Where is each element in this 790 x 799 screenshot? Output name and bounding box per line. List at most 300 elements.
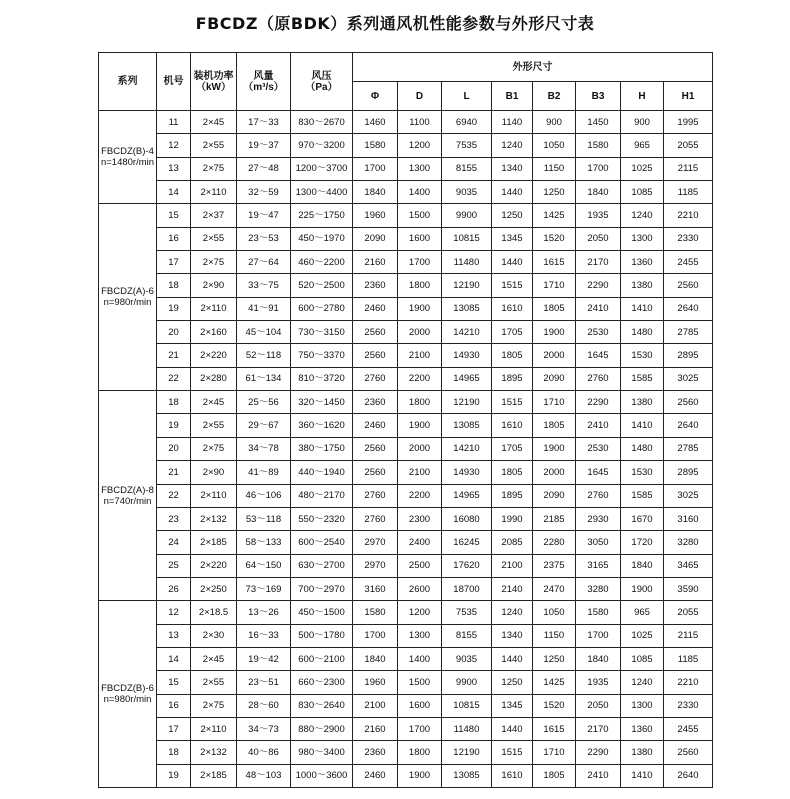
- dim-l-cell: 9035: [442, 647, 492, 670]
- flow-cell: 52～118: [237, 344, 291, 367]
- power-cell: 2×55: [191, 671, 237, 694]
- dim-h1-cell: 2560: [664, 741, 713, 764]
- header-series: 系列: [99, 53, 157, 111]
- header-pressure: [291, 53, 353, 111]
- dim-h1-cell: 3025: [664, 367, 713, 390]
- dim-b3-cell: 1645: [576, 344, 621, 367]
- header-dimensions: 外形尺寸: [353, 53, 713, 82]
- model-cell: 18: [157, 741, 191, 764]
- dim-b2-cell: 1900: [533, 321, 576, 344]
- dim-h1-cell: 3465: [664, 554, 713, 577]
- dim-h-cell: 1380: [621, 274, 664, 297]
- dim-b2-cell: 1425: [533, 204, 576, 227]
- model-cell: 24: [157, 531, 191, 554]
- dim-b1-cell: 1895: [492, 367, 533, 390]
- table-row: [99, 531, 713, 554]
- dim-h-cell: 1585: [621, 484, 664, 507]
- power-cell: 2×45: [191, 391, 237, 414]
- flow-cell: 19～42: [237, 647, 291, 670]
- header-power-label: 装机功率: [193, 70, 234, 82]
- dim-b1-cell: 1440: [492, 251, 533, 274]
- dim-b1-cell: 1440: [492, 181, 533, 204]
- dim-phi-cell: 2100: [353, 694, 398, 717]
- header-power-unit: （kW）: [196, 81, 231, 93]
- dim-b2-cell: 1425: [533, 671, 576, 694]
- header-dim-b1: B1: [492, 82, 533, 111]
- dim-b3-cell: 1700: [576, 624, 621, 647]
- power-cell: 2×75: [191, 251, 237, 274]
- flow-cell: 45～104: [237, 321, 291, 344]
- flow-cell: 27～48: [237, 157, 291, 180]
- dim-l-cell: 14930: [442, 461, 492, 484]
- dim-h-cell: 1530: [621, 461, 664, 484]
- dim-l-cell: 18700: [442, 577, 492, 600]
- power-cell: 2×110: [191, 484, 237, 507]
- dim-phi-cell: 2460: [353, 414, 398, 437]
- dim-b3-cell: 1840: [576, 181, 621, 204]
- dim-l-cell: 12190: [442, 391, 492, 414]
- dim-d-cell: 2200: [398, 367, 442, 390]
- dim-b1-cell: 2140: [492, 577, 533, 600]
- dim-b2-cell: 1520: [533, 227, 576, 250]
- pressure-cell: 970～3200: [291, 134, 353, 157]
- dim-h-cell: 1670: [621, 507, 664, 530]
- dim-b3-cell: 1645: [576, 461, 621, 484]
- power-cell: 2×280: [191, 367, 237, 390]
- dim-b3-cell: 1700: [576, 157, 621, 180]
- flow-cell: 53～118: [237, 507, 291, 530]
- dim-phi-cell: 2970: [353, 531, 398, 554]
- dim-phi-cell: 2360: [353, 274, 398, 297]
- dim-l-cell: 7535: [442, 134, 492, 157]
- dim-b2-cell: 1710: [533, 741, 576, 764]
- pressure-cell: 830～2640: [291, 694, 353, 717]
- dim-phi-cell: 2560: [353, 461, 398, 484]
- table-row: [99, 227, 713, 250]
- dim-b2-cell: 1710: [533, 274, 576, 297]
- dim-d-cell: 2100: [398, 344, 442, 367]
- flow-cell: 34～78: [237, 437, 291, 460]
- dim-b1-cell: 2100: [492, 554, 533, 577]
- power-cell: 2×30: [191, 624, 237, 647]
- power-cell: 2×55: [191, 227, 237, 250]
- dim-b1-cell: 1610: [492, 764, 533, 787]
- dim-b3-cell: 1580: [576, 601, 621, 624]
- dim-d-cell: 1300: [398, 624, 442, 647]
- power-cell: 2×37: [191, 204, 237, 227]
- power-cell: 2×220: [191, 554, 237, 577]
- dim-l-cell: 11480: [442, 251, 492, 274]
- pressure-cell: 700～2970: [291, 577, 353, 600]
- pressure-cell: 460～2200: [291, 251, 353, 274]
- dim-d-cell: 1800: [398, 391, 442, 414]
- power-cell: 2×45: [191, 647, 237, 670]
- table-row: [99, 367, 713, 390]
- dim-h-cell: 1240: [621, 671, 664, 694]
- dim-b1-cell: 1805: [492, 344, 533, 367]
- dim-b2-cell: 1150: [533, 157, 576, 180]
- table-row: [99, 111, 713, 134]
- series-cell: [99, 204, 157, 391]
- dim-l-cell: 11480: [442, 717, 492, 740]
- dim-b3-cell: 2410: [576, 764, 621, 787]
- power-cell: 2×18.5: [191, 601, 237, 624]
- dim-d-cell: 2200: [398, 484, 442, 507]
- dim-b2-cell: 1050: [533, 134, 576, 157]
- dim-h1-cell: 2640: [664, 414, 713, 437]
- dim-b3-cell: 1840: [576, 647, 621, 670]
- table-row: [99, 251, 713, 274]
- series-cell: [99, 601, 157, 788]
- model-cell: 20: [157, 437, 191, 460]
- dim-l-cell: 13085: [442, 414, 492, 437]
- dim-phi-cell: 1840: [353, 181, 398, 204]
- dim-h-cell: 1480: [621, 437, 664, 460]
- table-row: [99, 507, 713, 530]
- header-flow: [237, 53, 291, 111]
- table-row: [99, 601, 713, 624]
- dim-h-cell: 1360: [621, 717, 664, 740]
- model-cell: 18: [157, 274, 191, 297]
- header-dim-l: L: [442, 82, 492, 111]
- dim-b1-cell: 2085: [492, 531, 533, 554]
- power-cell: 2×55: [191, 134, 237, 157]
- dim-d-cell: 1800: [398, 741, 442, 764]
- model-cell: 14: [157, 181, 191, 204]
- power-cell: 2×110: [191, 297, 237, 320]
- dim-h-cell: 1300: [621, 694, 664, 717]
- model-cell: 16: [157, 227, 191, 250]
- table-row: [99, 671, 713, 694]
- dim-h1-cell: 2455: [664, 251, 713, 274]
- table-row: [99, 414, 713, 437]
- dim-h-cell: 1410: [621, 297, 664, 320]
- dim-h-cell: 1300: [621, 227, 664, 250]
- header-pressure-unit: （Pa）: [305, 81, 338, 93]
- spec-table-body: [99, 111, 713, 788]
- dim-h1-cell: 3280: [664, 531, 713, 554]
- dim-h-cell: 1585: [621, 367, 664, 390]
- pressure-cell: 320～1450: [291, 391, 353, 414]
- model-cell: 11: [157, 111, 191, 134]
- model-cell: 15: [157, 671, 191, 694]
- dim-b1-cell: 1240: [492, 134, 533, 157]
- dim-phi-cell: 1580: [353, 134, 398, 157]
- pressure-cell: 630～2700: [291, 554, 353, 577]
- dim-l-cell: 10815: [442, 694, 492, 717]
- series-name: FBCDZ(B)-4: [101, 146, 154, 158]
- flow-cell: 41～89: [237, 461, 291, 484]
- flow-cell: 58～133: [237, 531, 291, 554]
- flow-cell: 13～26: [237, 601, 291, 624]
- dim-b1-cell: 1895: [492, 484, 533, 507]
- dim-b1-cell: 1610: [492, 297, 533, 320]
- dim-h1-cell: 2115: [664, 157, 713, 180]
- model-cell: 23: [157, 507, 191, 530]
- dim-h1-cell: 2640: [664, 764, 713, 787]
- dim-b3-cell: 1935: [576, 671, 621, 694]
- dim-l-cell: 12190: [442, 274, 492, 297]
- dim-h1-cell: 2210: [664, 671, 713, 694]
- dim-phi-cell: 1460: [353, 111, 398, 134]
- dim-h-cell: 1025: [621, 157, 664, 180]
- table-row: [99, 577, 713, 600]
- dim-phi-cell: 3160: [353, 577, 398, 600]
- dim-l-cell: 17620: [442, 554, 492, 577]
- dim-h1-cell: 2330: [664, 694, 713, 717]
- dim-d-cell: 1200: [398, 134, 442, 157]
- dim-d-cell: 1500: [398, 204, 442, 227]
- table-row: [99, 624, 713, 647]
- dim-b2-cell: 1805: [533, 297, 576, 320]
- dim-l-cell: 6940: [442, 111, 492, 134]
- dim-b3-cell: 2760: [576, 484, 621, 507]
- table-row: [99, 297, 713, 320]
- dim-h1-cell: 2560: [664, 391, 713, 414]
- dim-b1-cell: 1515: [492, 391, 533, 414]
- dim-d-cell: 2500: [398, 554, 442, 577]
- flow-cell: 29～67: [237, 414, 291, 437]
- dim-b1-cell: 1805: [492, 461, 533, 484]
- header-dim-b2: B2: [533, 82, 576, 111]
- dim-h1-cell: 2455: [664, 717, 713, 740]
- dim-d-cell: 1400: [398, 647, 442, 670]
- dim-b2-cell: 1250: [533, 647, 576, 670]
- flow-cell: 34～73: [237, 717, 291, 740]
- series-cell: [99, 391, 157, 601]
- table-row: [99, 274, 713, 297]
- pressure-cell: 600～2540: [291, 531, 353, 554]
- model-cell: 22: [157, 367, 191, 390]
- dim-l-cell: 10815: [442, 227, 492, 250]
- model-cell: 16: [157, 694, 191, 717]
- dim-h-cell: 1085: [621, 647, 664, 670]
- pressure-cell: 750～3370: [291, 344, 353, 367]
- flow-cell: 61～134: [237, 367, 291, 390]
- pressure-cell: 660～2300: [291, 671, 353, 694]
- dim-l-cell: 13085: [442, 764, 492, 787]
- dim-b3-cell: 1935: [576, 204, 621, 227]
- dim-l-cell: 14965: [442, 484, 492, 507]
- model-cell: 18: [157, 391, 191, 414]
- table-row: [99, 554, 713, 577]
- dim-b3-cell: 3165: [576, 554, 621, 577]
- dim-phi-cell: 2970: [353, 554, 398, 577]
- pressure-cell: 550～2320: [291, 507, 353, 530]
- dim-b3-cell: 1450: [576, 111, 621, 134]
- table-row: [99, 461, 713, 484]
- dim-phi-cell: 1840: [353, 647, 398, 670]
- model-cell: 26: [157, 577, 191, 600]
- pressure-cell: 880～2900: [291, 717, 353, 740]
- dim-l-cell: 8155: [442, 157, 492, 180]
- dim-phi-cell: 1960: [353, 671, 398, 694]
- flow-cell: 32～59: [237, 181, 291, 204]
- table-row: [99, 321, 713, 344]
- power-cell: 2×45: [191, 111, 237, 134]
- header-pressure-label: 风压: [311, 70, 332, 82]
- flow-cell: 17～33: [237, 111, 291, 134]
- model-cell: 22: [157, 484, 191, 507]
- dim-phi-cell: 2460: [353, 764, 398, 787]
- power-cell: 2×55: [191, 414, 237, 437]
- dim-l-cell: 7535: [442, 601, 492, 624]
- flow-cell: 23～53: [237, 227, 291, 250]
- power-cell: 2×185: [191, 764, 237, 787]
- dim-h1-cell: 2640: [664, 297, 713, 320]
- model-cell: 14: [157, 647, 191, 670]
- dim-h1-cell: 2785: [664, 437, 713, 460]
- dim-b1-cell: 1990: [492, 507, 533, 530]
- pressure-cell: 225～1750: [291, 204, 353, 227]
- header-power: [191, 53, 237, 111]
- dim-b2-cell: 2470: [533, 577, 576, 600]
- dim-b1-cell: 1705: [492, 321, 533, 344]
- dim-b2-cell: 2280: [533, 531, 576, 554]
- dim-phi-cell: 1580: [353, 601, 398, 624]
- dim-l-cell: 16080: [442, 507, 492, 530]
- model-cell: 19: [157, 764, 191, 787]
- dim-b1-cell: 1440: [492, 647, 533, 670]
- table-row: [99, 484, 713, 507]
- series-speed: n=740r/min: [103, 495, 152, 507]
- page-title: FBCDZ（原BDK）系列通风机性能参数与外形尺寸表: [195, 14, 595, 33]
- dim-h1-cell: 2115: [664, 624, 713, 647]
- dim-phi-cell: 2560: [353, 344, 398, 367]
- pressure-cell: 830～2670: [291, 111, 353, 134]
- dim-phi-cell: 1700: [353, 624, 398, 647]
- dim-d-cell: 1400: [398, 181, 442, 204]
- table-row: [99, 391, 713, 414]
- table-row: [99, 437, 713, 460]
- dim-phi-cell: 2760: [353, 484, 398, 507]
- header-dim-d: D: [398, 82, 442, 111]
- dim-l-cell: 14965: [442, 367, 492, 390]
- pressure-cell: 520～2500: [291, 274, 353, 297]
- dim-b2-cell: 2000: [533, 461, 576, 484]
- dim-h1-cell: 2330: [664, 227, 713, 250]
- header-model: 机号: [157, 53, 191, 111]
- dim-b2-cell: 900: [533, 111, 576, 134]
- table-row: [99, 181, 713, 204]
- power-cell: 2×220: [191, 344, 237, 367]
- dim-d-cell: 2000: [398, 321, 442, 344]
- pressure-cell: 380～1750: [291, 437, 353, 460]
- series-cell: [99, 111, 157, 204]
- pressure-cell: 480～2170: [291, 484, 353, 507]
- power-cell: 2×75: [191, 694, 237, 717]
- dim-b1-cell: 1345: [492, 227, 533, 250]
- flow-cell: 46～106: [237, 484, 291, 507]
- table-row: [99, 157, 713, 180]
- table-row: [99, 134, 713, 157]
- dim-l-cell: 9035: [442, 181, 492, 204]
- power-cell: 2×75: [191, 437, 237, 460]
- flow-cell: 40～86: [237, 741, 291, 764]
- dim-d-cell: 1500: [398, 671, 442, 694]
- dim-d-cell: 2400: [398, 531, 442, 554]
- dim-b1-cell: 1610: [492, 414, 533, 437]
- dim-h-cell: 1380: [621, 741, 664, 764]
- flow-cell: 23～51: [237, 671, 291, 694]
- dim-l-cell: 14210: [442, 437, 492, 460]
- dim-phi-cell: 2360: [353, 391, 398, 414]
- dim-b1-cell: 1140: [492, 111, 533, 134]
- model-cell: 15: [157, 204, 191, 227]
- dim-b1-cell: 1250: [492, 204, 533, 227]
- model-cell: 17: [157, 251, 191, 274]
- dim-h-cell: 1410: [621, 414, 664, 437]
- flow-cell: 73～169: [237, 577, 291, 600]
- dim-phi-cell: 2560: [353, 437, 398, 460]
- dim-h-cell: 1480: [621, 321, 664, 344]
- dim-l-cell: 14930: [442, 344, 492, 367]
- table-row: [99, 741, 713, 764]
- flow-cell: 25～56: [237, 391, 291, 414]
- dim-b3-cell: 2050: [576, 227, 621, 250]
- dim-l-cell: 14210: [442, 321, 492, 344]
- dim-h-cell: 965: [621, 601, 664, 624]
- dim-l-cell: 13085: [442, 297, 492, 320]
- flow-cell: 64～150: [237, 554, 291, 577]
- header-dim-phi: Φ: [353, 82, 398, 111]
- dim-b3-cell: 3280: [576, 577, 621, 600]
- dim-d-cell: 1900: [398, 764, 442, 787]
- power-cell: 2×110: [191, 717, 237, 740]
- dim-b3-cell: 1580: [576, 134, 621, 157]
- dim-d-cell: 2100: [398, 461, 442, 484]
- dim-h-cell: 1530: [621, 344, 664, 367]
- power-cell: 2×90: [191, 274, 237, 297]
- dim-h1-cell: 1995: [664, 111, 713, 134]
- dim-h1-cell: 3160: [664, 507, 713, 530]
- dim-b1-cell: 1340: [492, 157, 533, 180]
- dim-b2-cell: 2375: [533, 554, 576, 577]
- dim-l-cell: 12190: [442, 741, 492, 764]
- dim-b2-cell: 1900: [533, 437, 576, 460]
- header-dim-h: H: [621, 82, 664, 111]
- dim-d-cell: 1900: [398, 297, 442, 320]
- dim-d-cell: 1700: [398, 251, 442, 274]
- power-cell: 2×110: [191, 181, 237, 204]
- dim-b1-cell: 1515: [492, 741, 533, 764]
- table-row: [99, 694, 713, 717]
- model-cell: 13: [157, 624, 191, 647]
- dim-phi-cell: 2460: [353, 297, 398, 320]
- pressure-cell: 450～1500: [291, 601, 353, 624]
- series-speed: n=980r/min: [103, 694, 152, 706]
- pressure-cell: 450～1970: [291, 227, 353, 250]
- dim-b3-cell: 2170: [576, 251, 621, 274]
- dim-h1-cell: 2055: [664, 601, 713, 624]
- dim-h-cell: 1025: [621, 624, 664, 647]
- dim-h-cell: 1360: [621, 251, 664, 274]
- dim-d-cell: 1100: [398, 111, 442, 134]
- dim-phi-cell: 2090: [353, 227, 398, 250]
- header-dim-h1: H1: [664, 82, 713, 111]
- dim-h1-cell: 1185: [664, 181, 713, 204]
- dim-b2-cell: 2090: [533, 484, 576, 507]
- table-row: [99, 717, 713, 740]
- dim-h1-cell: 3590: [664, 577, 713, 600]
- model-cell: 21: [157, 344, 191, 367]
- model-cell: 12: [157, 601, 191, 624]
- table-row: [99, 344, 713, 367]
- dim-b1-cell: 1705: [492, 437, 533, 460]
- dim-b2-cell: 1250: [533, 181, 576, 204]
- dim-b1-cell: 1345: [492, 694, 533, 717]
- model-cell: 19: [157, 414, 191, 437]
